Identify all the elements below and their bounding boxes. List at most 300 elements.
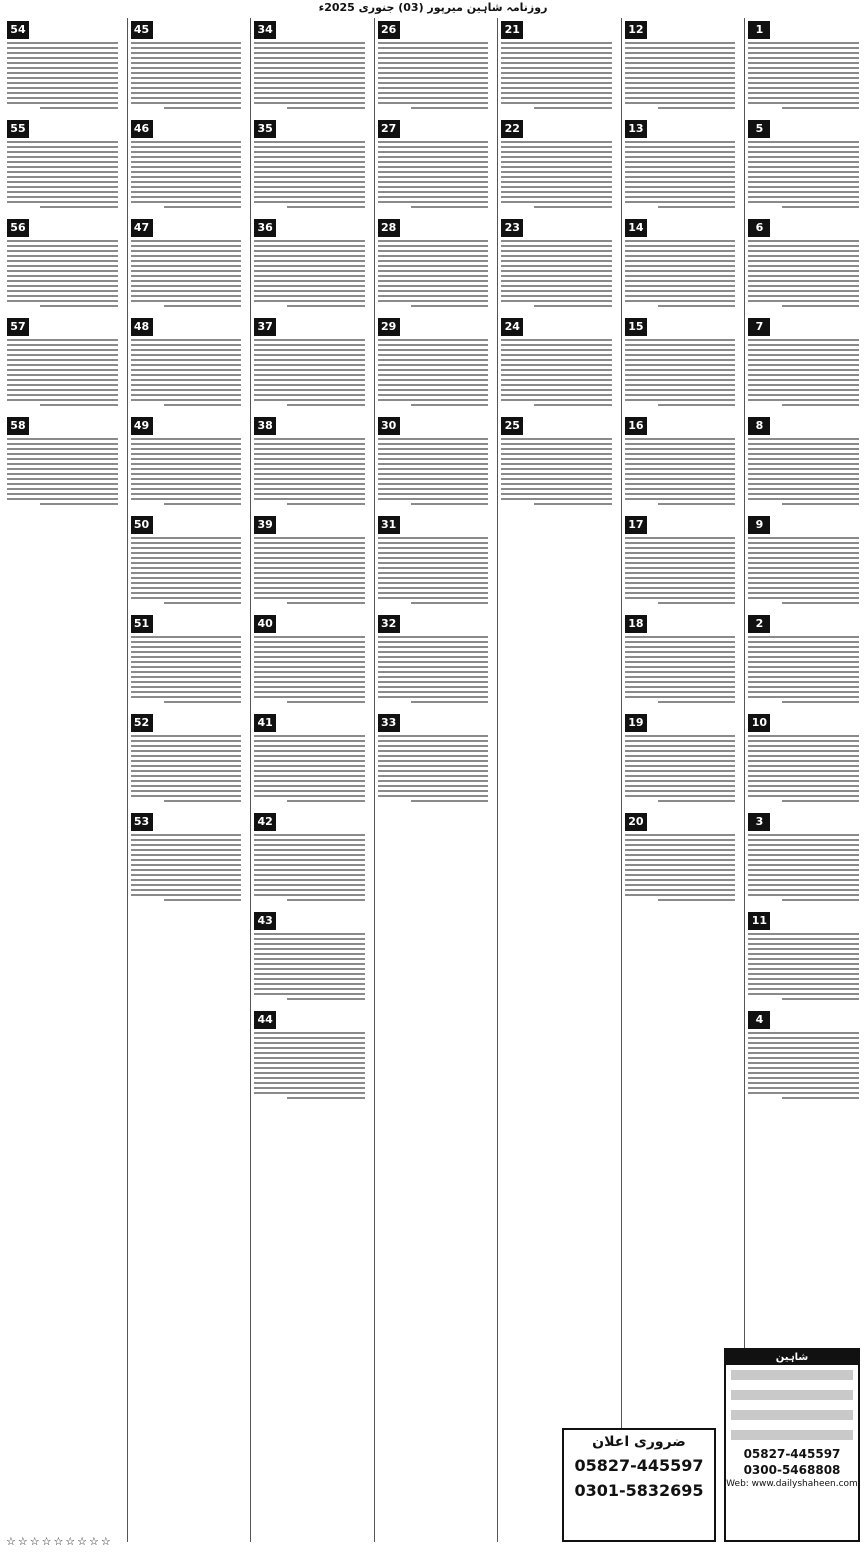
news-item: [7, 315, 118, 406]
news-item: [378, 315, 489, 406]
text-line: [254, 542, 365, 544]
text-line: [378, 72, 489, 74]
text-line: [131, 661, 242, 663]
text-line: [748, 394, 859, 396]
text-line: [254, 691, 365, 693]
text-line: [131, 102, 242, 104]
news-item: [748, 216, 859, 307]
text-line: [501, 102, 612, 104]
text-line: [131, 552, 242, 554]
text-line: [625, 587, 736, 589]
text-line: [131, 77, 242, 79]
text-line: [748, 587, 859, 589]
item-number-badge: 52: [131, 714, 153, 732]
text-line: [748, 552, 859, 554]
text-line: [254, 567, 365, 569]
text-line: [625, 349, 736, 351]
text-line: [748, 280, 859, 282]
text-line: [131, 250, 242, 252]
text-line: [254, 661, 365, 663]
text-line: [254, 47, 365, 49]
text-line: [748, 1047, 859, 1049]
item-body: [625, 834, 736, 901]
text-line: [748, 166, 859, 168]
text-line: [625, 245, 736, 247]
text-line: [131, 770, 242, 772]
text-line: [748, 1062, 859, 1064]
item-number-badge: 41: [254, 714, 276, 732]
text-line: [748, 1082, 859, 1084]
text-line: [254, 191, 365, 193]
text-line: [501, 67, 612, 69]
text-line: [748, 666, 859, 668]
text-line: [287, 404, 364, 406]
news-item: [378, 117, 489, 208]
text-line: [378, 354, 489, 356]
text-line: [254, 983, 365, 985]
text-line: [501, 275, 612, 277]
text-line: [254, 1032, 365, 1034]
news-item: [748, 315, 859, 406]
text-line: [748, 102, 859, 104]
text-line: [131, 87, 242, 89]
news-item: [254, 612, 365, 703]
text-line: [748, 978, 859, 980]
text-line: [501, 47, 612, 49]
text-line: [131, 161, 242, 163]
text-line: [378, 97, 489, 99]
text-line: [378, 176, 489, 178]
item-number-badge: 1: [748, 21, 770, 39]
text-line: [131, 656, 242, 658]
text-line: [625, 834, 736, 836]
text-line: [378, 755, 489, 757]
text-line: [658, 800, 735, 802]
item-number-badge: 54: [7, 21, 29, 39]
text-line: [625, 201, 736, 203]
text-line: [748, 62, 859, 64]
text-line: [501, 52, 612, 54]
text-line: [131, 473, 242, 475]
text-line: [254, 735, 365, 737]
text-line: [40, 404, 117, 406]
item-body: [254, 42, 365, 109]
text-line: [625, 87, 736, 89]
text-line: [625, 547, 736, 549]
item-number-badge: 5: [748, 120, 770, 138]
text-line: [748, 582, 859, 584]
news-item: [131, 117, 242, 208]
text-line: [748, 344, 859, 346]
text-line: [131, 740, 242, 742]
text-line: [131, 57, 242, 59]
text-line: [501, 458, 612, 460]
text-line: [625, 879, 736, 881]
text-line: [254, 1067, 365, 1069]
item-body: [7, 42, 118, 109]
text-line: [131, 859, 242, 861]
imprint-row: [731, 1410, 852, 1420]
text-line: [164, 602, 241, 604]
news-item: [501, 414, 612, 505]
text-line: [748, 770, 859, 772]
text-line: [378, 275, 489, 277]
text-line: [748, 869, 859, 871]
text-line: [131, 636, 242, 638]
text-line: [501, 468, 612, 470]
text-line: [748, 780, 859, 782]
text-line: [534, 305, 611, 307]
text-line: [748, 483, 859, 485]
text-line: [131, 894, 242, 896]
text-line: [625, 641, 736, 643]
item-number-badge: 44: [254, 1011, 276, 1029]
text-line: [748, 641, 859, 643]
text-line: [378, 255, 489, 257]
text-line: [7, 349, 118, 351]
text-line: [782, 800, 859, 802]
text-line: [748, 443, 859, 445]
text-line: [254, 339, 365, 341]
text-line: [7, 448, 118, 450]
news-column: [4, 18, 121, 1542]
text-line: [131, 156, 242, 158]
text-line: [748, 285, 859, 287]
text-line: [131, 567, 242, 569]
text-line: [625, 57, 736, 59]
text-line: [501, 270, 612, 272]
text-line: [378, 651, 489, 653]
text-line: [748, 275, 859, 277]
text-line: [501, 290, 612, 292]
text-line: [748, 547, 859, 549]
text-line: [40, 305, 117, 307]
text-line: [131, 280, 242, 282]
text-line: [287, 107, 364, 109]
text-line: [378, 196, 489, 198]
text-line: [254, 765, 365, 767]
important-notice-box: [562, 1428, 716, 1542]
text-line: [131, 745, 242, 747]
text-line: [254, 1062, 365, 1064]
text-line: [254, 196, 365, 198]
text-line: [411, 800, 488, 802]
text-line: [748, 1052, 859, 1054]
text-line: [131, 458, 242, 460]
text-line: [748, 42, 859, 44]
text-line: [748, 349, 859, 351]
text-line: [7, 265, 118, 267]
text-line: [254, 344, 365, 346]
text-line: [131, 488, 242, 490]
text-line: [625, 869, 736, 871]
item-number-badge: 24: [501, 318, 523, 336]
text-line: [131, 359, 242, 361]
text-line: [378, 453, 489, 455]
text-line: [254, 597, 365, 599]
text-line: [748, 1042, 859, 1044]
news-item: [748, 810, 859, 901]
text-line: [748, 646, 859, 648]
text-line: [254, 651, 365, 653]
text-line: [254, 547, 365, 549]
text-line: [131, 478, 242, 480]
text-line: [378, 344, 489, 346]
item-number-badge: 32: [378, 615, 400, 633]
text-line: [748, 270, 859, 272]
text-line: [7, 344, 118, 346]
text-line: [378, 750, 489, 752]
text-line: [625, 562, 736, 564]
text-line: [378, 374, 489, 376]
news-column: [497, 18, 615, 1542]
text-line: [254, 938, 365, 940]
text-line: [625, 186, 736, 188]
news-column: [374, 18, 492, 1542]
item-number-badge: 47: [131, 219, 153, 237]
news-item: [7, 414, 118, 505]
text-line: [131, 874, 242, 876]
text-line: [501, 493, 612, 495]
item-number-badge: 38: [254, 417, 276, 435]
text-line: [7, 156, 118, 158]
item-body: [378, 141, 489, 208]
text-line: [254, 948, 365, 950]
text-line: [40, 107, 117, 109]
item-number-badge: 23: [501, 219, 523, 237]
text-line: [254, 295, 365, 297]
text-line: [411, 701, 488, 703]
text-line: [131, 344, 242, 346]
text-line: [254, 780, 365, 782]
text-line: [7, 102, 118, 104]
text-line: [254, 250, 365, 252]
text-line: [378, 468, 489, 470]
text-line: [287, 701, 364, 703]
item-number-badge: 7: [748, 318, 770, 336]
item-number-badge: 22: [501, 120, 523, 138]
item-body: [254, 537, 365, 604]
text-line: [625, 889, 736, 891]
news-item: [625, 513, 736, 604]
news-item: [625, 612, 736, 703]
text-line: [501, 483, 612, 485]
item-number-badge: 51: [131, 615, 153, 633]
text-line: [254, 889, 365, 891]
text-line: [748, 735, 859, 737]
text-line: [7, 166, 118, 168]
news-column: [621, 18, 739, 1542]
text-line: [625, 389, 736, 391]
text-line: [748, 201, 859, 203]
text-line: [378, 552, 489, 554]
text-line: [254, 770, 365, 772]
text-line: [254, 1057, 365, 1059]
text-line: [7, 245, 118, 247]
text-line: [7, 443, 118, 445]
item-body: [748, 240, 859, 307]
item-body: [748, 834, 859, 901]
item-body: [254, 1032, 365, 1099]
text-line: [378, 92, 489, 94]
text-line: [7, 394, 118, 396]
text-line: [748, 250, 859, 252]
text-line: [501, 478, 612, 480]
news-item: [7, 117, 118, 208]
news-item: [131, 414, 242, 505]
news-item: [254, 1008, 365, 1099]
text-line: [748, 973, 859, 975]
text-line: [625, 453, 736, 455]
item-number-badge: 3: [748, 813, 770, 831]
text-line: [7, 92, 118, 94]
text-line: [782, 206, 859, 208]
item-number-badge: 16: [625, 417, 647, 435]
text-line: [131, 889, 242, 891]
news-item: [748, 513, 859, 604]
text-line: [378, 473, 489, 475]
text-line: [748, 765, 859, 767]
text-line: [131, 374, 242, 376]
text-line: [254, 1082, 365, 1084]
text-line: [378, 740, 489, 742]
text-line: [748, 963, 859, 965]
text-line: [625, 171, 736, 173]
news-item: [131, 612, 242, 703]
item-number-badge: 2: [748, 615, 770, 633]
item-number-badge: 8: [748, 417, 770, 435]
text-line: [625, 567, 736, 569]
text-line: [782, 1097, 859, 1099]
text-line: [254, 552, 365, 554]
item-body: [254, 636, 365, 703]
text-line: [378, 641, 489, 643]
text-line: [501, 57, 612, 59]
text-line: [501, 300, 612, 302]
text-line: [254, 686, 365, 688]
text-line: [748, 740, 859, 742]
text-line: [748, 864, 859, 866]
footer-stars: ☆☆☆☆☆☆☆☆☆: [6, 1535, 113, 1548]
item-body: [7, 438, 118, 505]
text-line: [7, 47, 118, 49]
text-line: [131, 666, 242, 668]
item-body: [131, 537, 242, 604]
text-line: [131, 587, 242, 589]
text-line: [254, 87, 365, 89]
text-line: [254, 67, 365, 69]
text-line: [748, 938, 859, 940]
text-line: [131, 146, 242, 148]
item-body: [625, 42, 736, 109]
text-line: [131, 82, 242, 84]
text-line: [625, 260, 736, 262]
text-line: [131, 463, 242, 465]
text-line: [378, 191, 489, 193]
text-line: [625, 67, 736, 69]
text-line: [378, 52, 489, 54]
text-line: [131, 498, 242, 500]
text-line: [625, 676, 736, 678]
news-item: [748, 711, 859, 802]
text-line: [254, 537, 365, 539]
text-line: [7, 374, 118, 376]
text-line: [782, 701, 859, 703]
text-line: [748, 760, 859, 762]
text-line: [378, 364, 489, 366]
news-item: [254, 414, 365, 505]
text-line: [378, 790, 489, 792]
text-line: [625, 557, 736, 559]
item-number-badge: 49: [131, 417, 153, 435]
text-line: [782, 107, 859, 109]
text-line: [7, 275, 118, 277]
item-body: [378, 537, 489, 604]
text-line: [378, 686, 489, 688]
text-line: [254, 894, 365, 896]
text-line: [254, 879, 365, 881]
text-line: [131, 483, 242, 485]
text-line: [378, 240, 489, 242]
text-line: [534, 206, 611, 208]
text-line: [748, 958, 859, 960]
text-line: [748, 1077, 859, 1079]
text-line: [748, 983, 859, 985]
text-line: [131, 696, 242, 698]
news-item: [625, 810, 736, 901]
text-line: [625, 884, 736, 886]
text-line: [625, 691, 736, 693]
text-line: [625, 498, 736, 500]
text-line: [625, 77, 736, 79]
text-line: [625, 686, 736, 688]
text-line: [7, 453, 118, 455]
text-line: [131, 354, 242, 356]
text-line: [625, 82, 736, 84]
text-line: [131, 597, 242, 599]
item-number-badge: 21: [501, 21, 523, 39]
text-line: [748, 488, 859, 490]
news-column: [127, 18, 245, 1542]
text-line: [782, 899, 859, 901]
text-line: [625, 483, 736, 485]
text-line: [378, 285, 489, 287]
text-line: [501, 87, 612, 89]
news-columns: [4, 18, 862, 1542]
text-line: [131, 775, 242, 777]
text-line: [378, 577, 489, 579]
text-line: [131, 300, 242, 302]
text-line: [7, 270, 118, 272]
item-body: [748, 438, 859, 505]
text-line: [658, 404, 735, 406]
text-line: [378, 438, 489, 440]
text-line: [378, 676, 489, 678]
text-line: [378, 201, 489, 203]
text-line: [748, 438, 859, 440]
text-line: [748, 597, 859, 599]
text-line: [625, 790, 736, 792]
text-line: [7, 399, 118, 401]
text-line: [254, 557, 365, 559]
text-line: [748, 369, 859, 371]
text-line: [501, 498, 612, 500]
text-line: [748, 191, 859, 193]
text-line: [378, 141, 489, 143]
text-line: [378, 557, 489, 559]
text-line: [501, 161, 612, 163]
text-line: [254, 592, 365, 594]
